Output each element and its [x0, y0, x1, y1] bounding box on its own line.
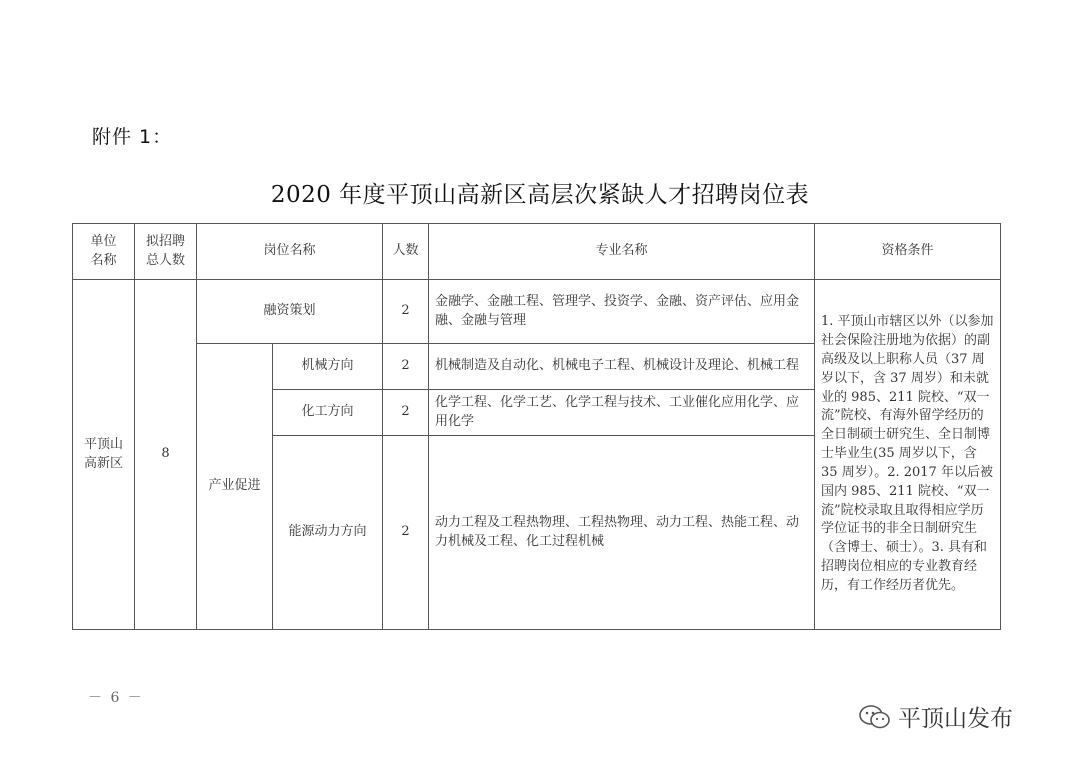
major-cell: 金融学、金融工程、管理学、投资学、金融、资产评估、应用金融、金融与管理	[429, 280, 815, 344]
count-cell: 2	[383, 390, 429, 436]
total-count-cell: 8	[135, 280, 197, 630]
watermark-text: 平顶山发布	[898, 706, 1013, 732]
position-cell: 化工方向	[273, 390, 383, 436]
attachment-label: 附件 1：	[92, 126, 173, 148]
count-cell: 2	[383, 436, 429, 630]
qualification-cell: 1. 平顶山市辖区以外（以参加社会保险注册地为依据）的副高级及以上职称人员（37 周岁以下，含 37 周岁）和未就业的 985、211 院校、“双一流”院校、有海外留学经历的全日制硕士研究生、全日制博士毕业生(35 周岁以下，含 35 周岁）。2. 2017 年以后被国内 985、211 院校、“双一流”院校录取且取得相应学历学位证书的非全日制研究生（含博士、硕士）。3. 具有和招聘岗位相应的专业教育经历，有工作经历者优先。	[815, 280, 1001, 630]
header-row	[73, 224, 1001, 280]
count-cell: 2	[383, 344, 429, 390]
unit-name-cell: 平顶山 高新区	[73, 280, 135, 630]
recruitment-table	[72, 223, 1001, 630]
table-row	[73, 280, 1001, 344]
wechat-watermark	[858, 700, 1013, 733]
position-cell: 机械方向	[273, 344, 383, 390]
header-total: 拟招聘 总人数	[135, 224, 197, 280]
header-count: 人数	[383, 224, 429, 280]
header-unit: 单位 名称	[73, 224, 135, 280]
wechat-icon	[858, 703, 892, 731]
page-number: － 6 －	[88, 690, 144, 706]
document-title: 2020 年度平顶山高新区高层次紧缺人才招聘岗位表	[270, 182, 810, 208]
position-cell: 融资策划	[197, 280, 383, 344]
major-cell: 动力工程及工程热物理、工程热物理、动力工程、热能工程、动力机械及工程、化工过程机械	[429, 436, 815, 630]
group-cell: 产业促进	[197, 344, 273, 630]
header-position: 岗位名称	[197, 224, 383, 280]
major-cell: 机械制造及自动化、机械电子工程、机械设计及理论、机械工程	[429, 344, 815, 390]
position-cell: 能源动力方向	[273, 436, 383, 630]
count-cell: 2	[383, 280, 429, 344]
header-qualification: 资格条件	[815, 224, 1001, 280]
header-major: 专业名称	[429, 224, 815, 280]
major-cell: 化学工程、化学工艺、化学工程与技术、工业催化应用化学、应用化学	[429, 390, 815, 436]
